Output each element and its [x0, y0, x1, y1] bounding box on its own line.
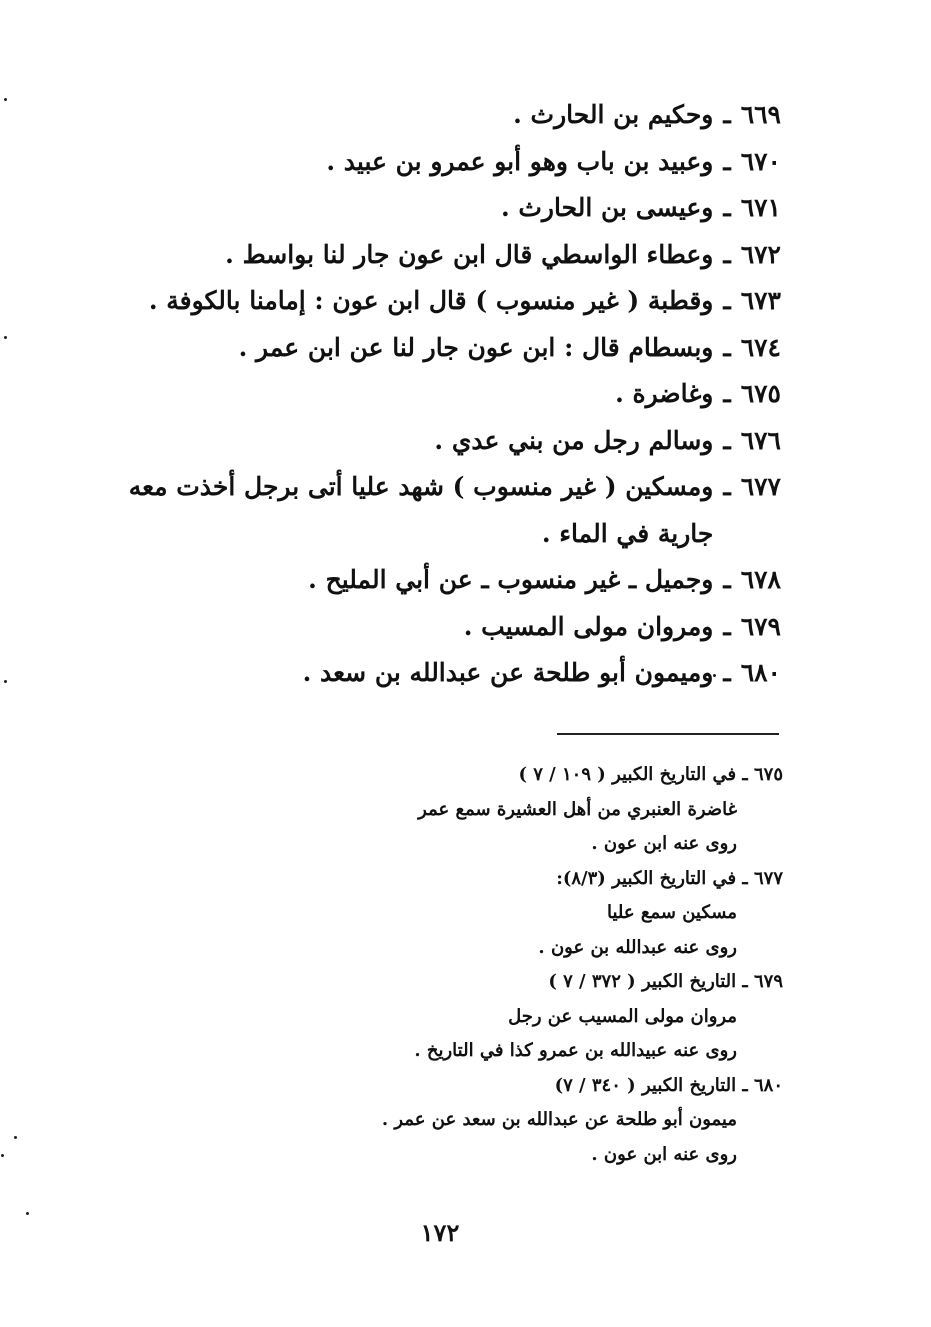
scan-speck: [4, 336, 7, 339]
entry-number: ٦٨٠: [740, 658, 781, 687]
entry-text: وقطبة ( غير منسوب ) قال ابن عون : إمامنا بالكوفة .: [148, 286, 714, 315]
entry-674: [81, 325, 781, 372]
entry-text: وجميل ـ غير منسوب ـ عن أبي المليح .: [308, 565, 714, 594]
entry-number: ٦٧٢: [740, 239, 781, 269]
entry-dash: ـ: [723, 425, 731, 455]
footnote-line: غاضرة العنبري من أهل العشيرة سمع عمر: [418, 798, 737, 820]
entry-text: وعطاء الواسطي قال ابن عون جار لنا بواسط .: [225, 239, 714, 269]
entry-text: وعيسى بن الحارث .: [500, 193, 714, 222]
entry-number: ٦٧٤: [740, 332, 781, 362]
entry-dash: ـ: [723, 239, 731, 269]
entry-dash: ـ: [723, 472, 731, 501]
entry-number: ٦٧٩: [740, 611, 781, 641]
entry-text: ومسكين ( غير منسوب ) شهد عليا أتى برجل أخذت معه جارية في الماء .: [128, 472, 714, 548]
entry-675: [81, 371, 781, 418]
entry-670: [81, 139, 781, 186]
footnote-heading: ٦٧٧ ـ في التاريخ الكبير (٨/٣):: [556, 867, 783, 889]
entry-number: ٦٧٠: [740, 146, 781, 176]
entry-text: وبسطام قال : ابن عون جار لنا عن ابن عمر .: [238, 332, 714, 362]
footnote-679: [223, 965, 783, 1069]
footnote-heading: ٦٨٠ ـ التاريخ الكبير ( ٣٤٠ / ٧): [554, 1074, 783, 1096]
entry-number: ٦٧١: [740, 193, 781, 222]
entry-text: وميمون أبو طلحة عن عبدالله بن سعد .: [302, 658, 714, 687]
entry-673: [81, 278, 781, 325]
entry-number: ٦٧٨: [740, 565, 781, 594]
entry-text: وغاضرة .: [615, 379, 714, 408]
entry-dash: ـ: [723, 193, 731, 222]
entry-680: [81, 650, 781, 697]
footnote-675: [223, 758, 783, 862]
scan-speck: [14, 1136, 17, 1139]
scan-speck: [1, 1154, 4, 1157]
scan-speck: [4, 98, 7, 101]
footnote-677: [223, 862, 783, 966]
entry-669: [81, 92, 781, 139]
footnote-line: مروان مولى المسيب عن رجل: [508, 1005, 737, 1027]
entry-677: [81, 464, 781, 557]
entry-dash: ـ: [723, 565, 731, 594]
entry-number: ٦٦٩: [740, 100, 781, 129]
entry-number: ٦٧٦: [740, 425, 781, 455]
entry-number: ٦٧٧: [740, 472, 781, 501]
footnote-line: مسكين سمع عليا: [607, 902, 737, 923]
entry-671: [81, 185, 781, 232]
entry-number: ٦٧٣: [740, 286, 781, 315]
entry-dash: ـ: [723, 146, 731, 176]
entry-dash: ـ: [723, 658, 731, 687]
scan-speck: [4, 680, 7, 683]
footnote-list: [223, 758, 783, 1172]
entry-dash: ـ: [723, 332, 731, 362]
entry-number: ٦٧٥: [740, 379, 781, 408]
footnote-line: روى عنه عبدالله بن عون .: [538, 936, 737, 958]
page-number: ١٧٢: [420, 1218, 460, 1247]
entry-text: ومروان مولى المسيب .: [463, 611, 714, 641]
entry-text: وحكيم بن الحارث .: [513, 100, 714, 129]
footnote-heading: ٦٧٩ ـ التاريخ الكبير ( ٣٧٢ / ٧ ): [548, 971, 783, 992]
entry-dash: ـ: [723, 100, 731, 129]
entry-676: [81, 418, 781, 465]
scan-speck: [26, 1212, 29, 1215]
entry-678: [81, 557, 781, 604]
footnote-line: ميمون أبو طلحة عن عبدالله بن سعد عن عمر .: [381, 1109, 737, 1130]
entry-text: وعبيد بن باب وهو أبو عمرو بن عبيد .: [326, 146, 714, 176]
scan-speck: [713, 674, 716, 677]
footnote-line: روى عنه عبيدالله بن عمرو كذا في التاريخ .: [414, 1040, 737, 1061]
entry-dash: ـ: [723, 379, 731, 408]
footnote-680: [223, 1069, 783, 1173]
entry-679: [81, 604, 781, 651]
footnote-line: روى عنه ابن عون .: [591, 1143, 737, 1165]
entry-text: وسالم رجل من بني عدي .: [434, 425, 714, 455]
entry-672: [81, 232, 781, 279]
entry-list: [81, 92, 781, 697]
footnote-heading: ٦٧٥ ـ في التاريخ الكبير ( ١٠٩ / ٧ ): [518, 764, 783, 785]
entry-dash: ـ: [723, 286, 731, 315]
entry-dash: ـ: [723, 611, 731, 641]
footnote-separator: [557, 733, 779, 735]
footnote-line: روى عنه ابن عون .: [591, 833, 737, 854]
